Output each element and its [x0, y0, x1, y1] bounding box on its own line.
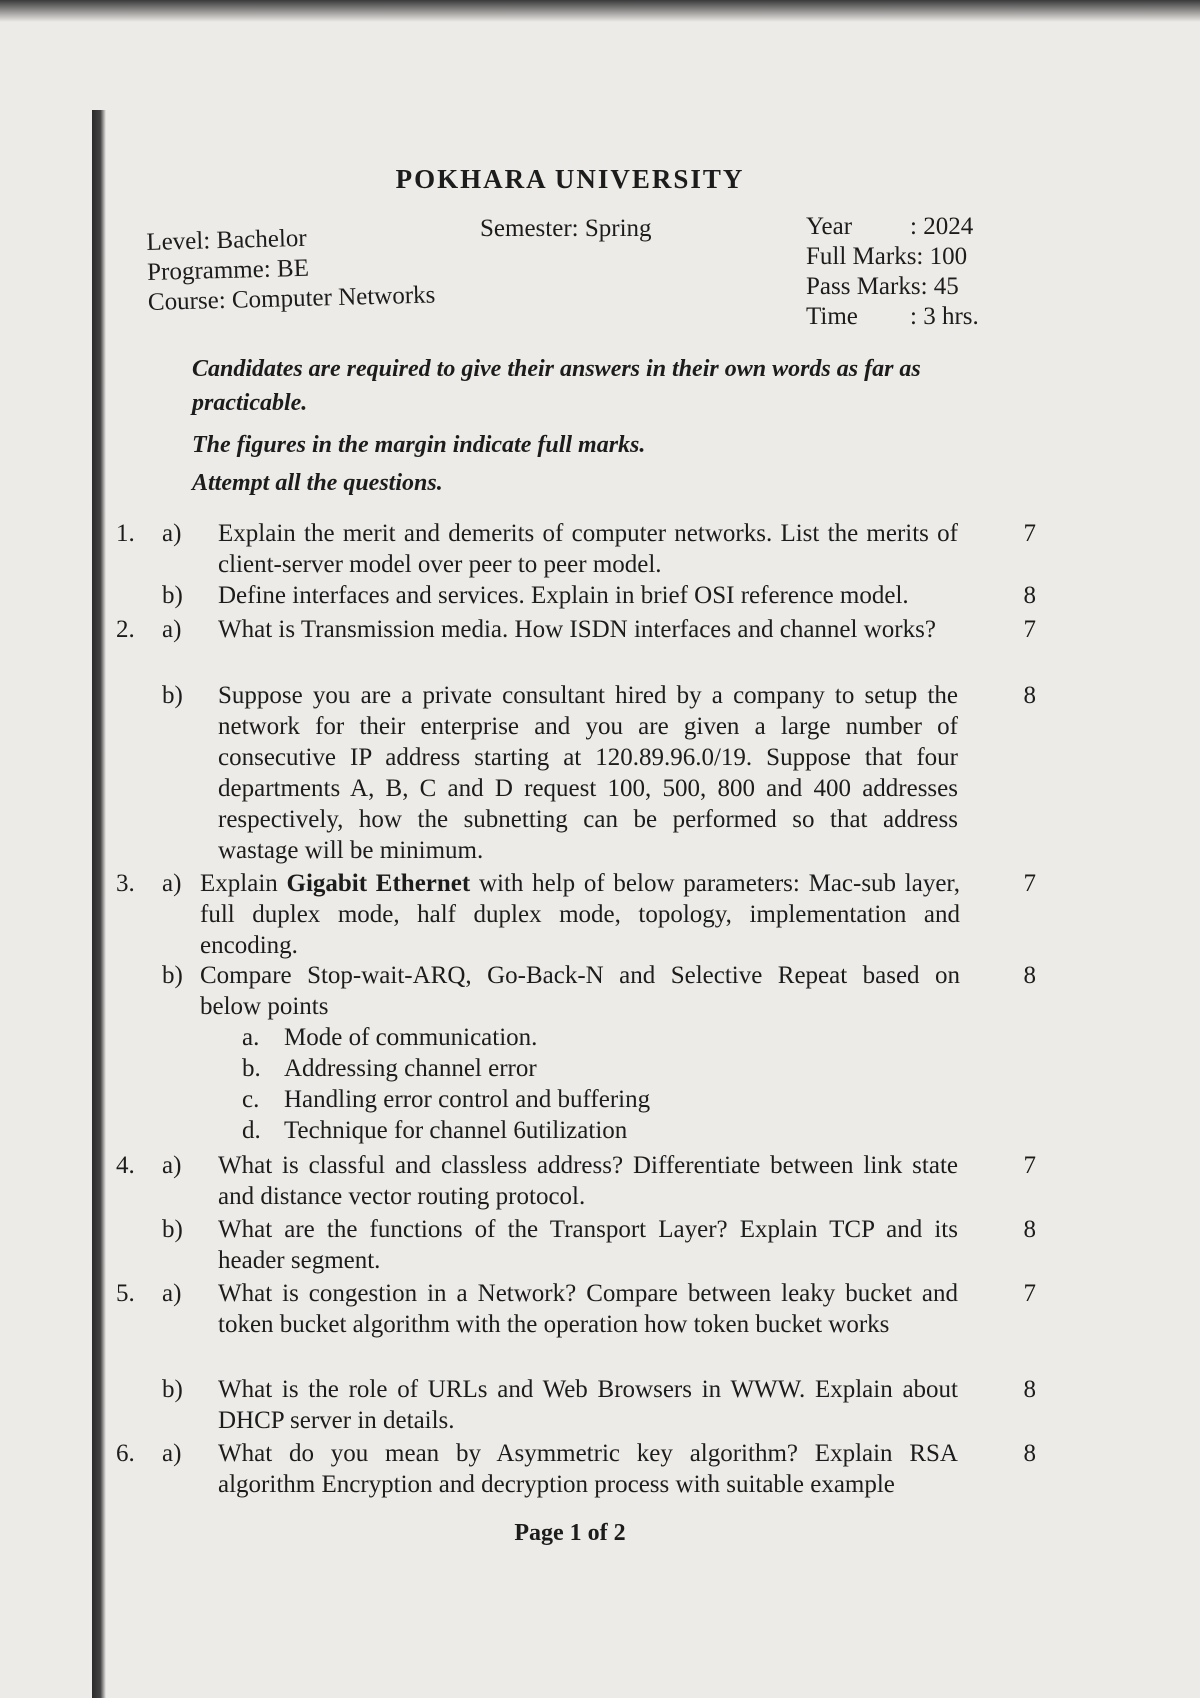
- question-4a: [116, 1150, 1036, 1212]
- time-label: Time: [806, 303, 858, 330]
- question-text: What are the functions of the Transport Layer? Explain TCP and its header segment.: [218, 1216, 958, 1274]
- list-item-text: Handling error control and buffering: [284, 1086, 651, 1113]
- question-text: Suppose you are a private consultant hired by a company to setup the network for their enterprise and you are given a large number of consecutive IP address starting at 120.89.96.0/19. Suppose that four departments A, B, C and D request 100, 500, 800 and 400 addresses respectively, how the subnetting can be performed so that address wastage will be minimum.: [218, 682, 958, 864]
- question-part: b): [162, 682, 183, 709]
- list-item-text: Technique for channel 6utilization: [284, 1117, 628, 1144]
- question-marks: 7: [1023, 1280, 1036, 1307]
- university-title: POKHARA UNIVERSITY: [395, 164, 745, 194]
- question-marks: 7: [1023, 616, 1036, 643]
- question-text: What is classful and classless address? Differentiate between link state and distance vector routing protocol.: [218, 1152, 958, 1210]
- list-item-label: d.: [242, 1117, 261, 1144]
- question-marks: 8: [1023, 1440, 1036, 1467]
- question-text: What is congestion in a Network? Compare between leaky bucket and token bucket algorithm with the operation how token bucket works: [218, 1280, 958, 1338]
- question-5b: [116, 1374, 1036, 1436]
- question-part: b): [162, 962, 183, 989]
- question-marks: 7: [1023, 870, 1036, 897]
- pass-marks: Pass Marks: 45: [806, 273, 959, 300]
- list-item-text: Addressing channel error: [284, 1055, 537, 1082]
- question-part: a): [162, 1280, 182, 1307]
- comparison-points-list: [116, 1022, 1036, 1146]
- year-value: : 2024: [910, 213, 974, 240]
- header-left: [146, 220, 436, 317]
- question-6a: [116, 1438, 1036, 1500]
- question-part: b): [162, 582, 183, 609]
- question-number: 1.: [116, 520, 135, 547]
- instruction-own-words: Candidates are required to give their answers in their own words as far as practicable.: [192, 356, 921, 416]
- question-3a: [116, 868, 1036, 961]
- level: Level: Bachelor: [146, 224, 308, 256]
- question-marks: 8: [1023, 1216, 1036, 1243]
- question-number: 6.: [116, 1440, 135, 1467]
- list-item: [242, 1022, 1036, 1053]
- course: Course: Computer Networks: [147, 281, 436, 316]
- question-text: Define interfaces and services. Explain in brief OSI reference model.: [218, 582, 909, 609]
- question-marks: 7: [1023, 520, 1036, 547]
- year-row: [806, 212, 979, 242]
- list-item: [242, 1084, 1036, 1115]
- question-text: Explain the merit and demerits of computer networks. List the merits of client-server model over peer to peer model.: [218, 520, 958, 578]
- instruction-attempt-all: Attempt all the questions.: [192, 470, 443, 496]
- instruction-margin-marks: The figures in the margin indicate full marks.: [192, 432, 646, 458]
- question-number: 3.: [116, 870, 135, 897]
- list-item: [242, 1115, 1036, 1146]
- question-marks: 8: [1023, 582, 1036, 609]
- question-text-pre: Explain: [200, 870, 287, 897]
- question-number: 5.: [116, 1280, 135, 1307]
- question-1a: [116, 518, 1036, 580]
- question-part: a): [162, 616, 182, 643]
- header-right: [806, 212, 979, 332]
- question-text-bold: Gigabit Ethernet: [286, 870, 471, 897]
- full-marks: Full Marks: 100: [806, 243, 968, 270]
- question-1b: [116, 580, 1036, 611]
- question-text-post: with help of below parameters: Mac-sub layer, full duplex mode, half duplex mode, topology, implementation and encoding.: [200, 870, 960, 959]
- question-text: Compare Stop-wait-ARQ, Go-Back-N and Selective Repeat based on below points: [200, 962, 960, 1020]
- question-2b: [116, 680, 1036, 866]
- question-marks: 7: [1023, 1152, 1036, 1179]
- question-5a: [116, 1278, 1036, 1340]
- page-number: Page 1 of 2: [514, 1520, 626, 1546]
- question-4b: [116, 1214, 1036, 1276]
- list-item-label: c.: [242, 1086, 260, 1113]
- semester: Semester: Spring: [480, 215, 652, 242]
- time-value: : 3 hrs.: [910, 303, 979, 330]
- question-marks: 8: [1023, 962, 1036, 989]
- question-part: b): [162, 1216, 183, 1243]
- question-part: b): [162, 1376, 183, 1403]
- question-2a: [116, 614, 1036, 645]
- question-part: a): [162, 870, 182, 897]
- list-item: [242, 1053, 1036, 1084]
- year-label: Year: [806, 213, 853, 240]
- question-part: a): [162, 1440, 182, 1467]
- question-text: [200, 868, 960, 961]
- time-row: [806, 302, 979, 332]
- question-text: What do you mean by Asymmetric key algorithm? Explain RSA algorithm Encryption and decryption process with suitable example: [218, 1440, 958, 1498]
- question-part: a): [162, 520, 182, 547]
- question-3b: [116, 960, 1036, 1146]
- programme: Programme: BE: [146, 254, 310, 286]
- question-text: What is Transmission media. How ISDN interfaces and channel works?: [218, 616, 936, 643]
- list-item-label: a.: [242, 1024, 260, 1051]
- question-text: What is the role of URLs and Web Browsers in WWW. Explain about DHCP server in details.: [218, 1376, 958, 1434]
- list-item-text: Mode of communication.: [284, 1024, 538, 1051]
- question-number: 4.: [116, 1152, 135, 1179]
- question-marks: 8: [1023, 682, 1036, 709]
- question-number: 2.: [116, 616, 135, 643]
- question-part: a): [162, 1152, 182, 1179]
- list-item-label: b.: [242, 1055, 261, 1082]
- question-marks: 8: [1023, 1376, 1036, 1403]
